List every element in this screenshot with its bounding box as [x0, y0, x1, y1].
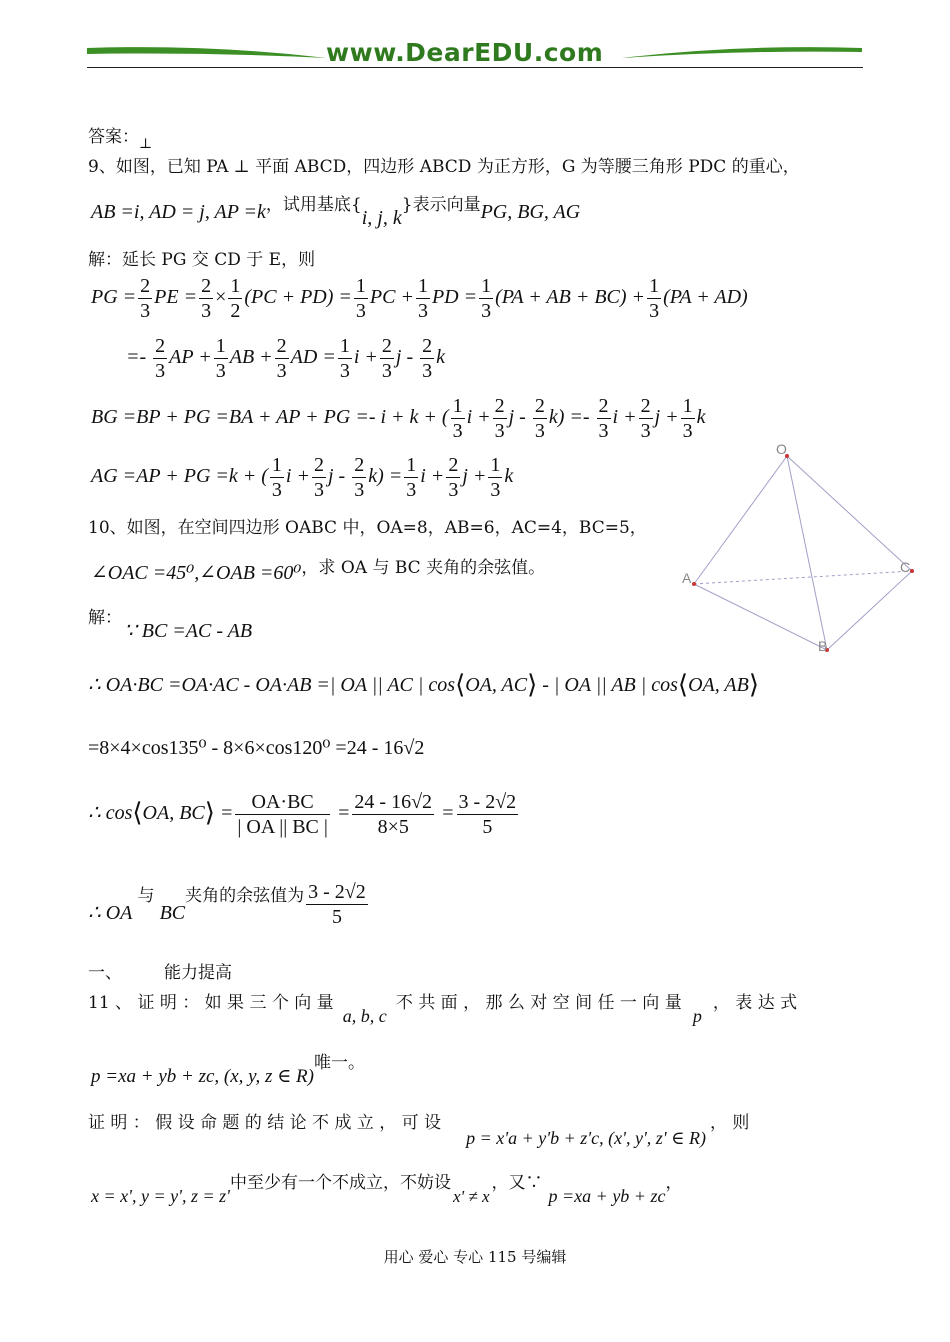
- q11-proof-text-e: ，: [665, 1173, 683, 1193]
- vertex-c-label: C: [900, 559, 911, 575]
- q9-condition: AB =i, AD = j, AP =k: [91, 201, 266, 223]
- q9-pg-equation: PG = $\frac{2}{3}$ PE = $\frac{2}{3}$ × $\frac{1}{2}$ (PC + PD) = $\frac{1}{3}$ PC + $\frac{1}{3}$ PD = $\frac{1}{3}$ (PA + AB + BC) + $\frac{1}{3}$ (PA + AD): [91, 275, 748, 322]
- q11-proof-line-1: [88, 1108, 863, 1149]
- q9-basis-text: ，试用基底{: [265, 195, 362, 215]
- q9-condition-line: [91, 190, 580, 230]
- q11-alt-expression: p = x'a + y'b + z'c, (x', y', z' ∈ R): [466, 1128, 706, 1148]
- q9-pg-result: =- $\frac{2}{3}$ AP + $\frac{1}{3}$ AB + $\frac{2}{3}$ AD = $\frac{1}{3}$ i + $\frac{2}{3}$ j - $\frac{2}{3}$ k: [126, 335, 445, 382]
- q11-text-b: 不 共 面 ， 那 么 对 空 间 任 一 向 量: [395, 993, 682, 1013]
- section-number: 一、: [88, 963, 122, 983]
- q11-inequality: x' ≠ x: [452, 1187, 490, 1206]
- q9-solution-intro: 解：延长 PG 交 CD 于 E，则: [88, 250, 316, 270]
- q11-expression-line: [91, 1048, 365, 1088]
- q10-step-4: ∴ cos⟨OA, BC⟩ = $\frac{OA\cdot BC}{| OA || BC |}$ = $\frac{24 - 16√2}{8\times 5}$ = $\frac{3 - 2√2}{5}$: [88, 791, 517, 838]
- q11-proof-text-a: 证 明 ： 假 设 命 题 的 结 论 不 成 立 ， 可 设: [88, 1113, 442, 1133]
- q10-result-denominator: 5: [331, 906, 342, 928]
- left-swoosh-icon: [87, 44, 327, 60]
- section-heading: [88, 958, 232, 983]
- q10-statement: 10、如图，在空间四边形 OABC 中，OA=8，AB=6，AC=4，BC=5，: [88, 518, 647, 538]
- q11-proof-text-c: 中至少有一个不成立，不妨设: [229, 1173, 451, 1193]
- q10-with: 与: [137, 886, 155, 906]
- right-swoosh-icon: [622, 44, 862, 60]
- q11-p: p: [692, 1006, 702, 1026]
- q9-vector-text: }表示向量: [401, 195, 481, 215]
- q10-conclusion: [88, 880, 370, 929]
- header-rule: [87, 67, 863, 68]
- q10-conclusion-text: 夹角的余弦值为: [185, 886, 305, 906]
- q11-vectors: a, b, c: [342, 1006, 387, 1026]
- q9-vectors: PG, BG, AG: [480, 201, 581, 223]
- q11-expression-2: p =xa + yb + zc: [548, 1186, 666, 1206]
- vertex-a-label: A: [682, 570, 692, 586]
- q10-solution-label: 解：: [88, 608, 122, 628]
- answer-line: [88, 122, 152, 152]
- q9-bg-equation: BG =BP + PG =BA + AP + PG =- i + k + ( $\frac{1}{3}$ i + $\frac{2}{3}$ j - $\frac{2}{3}$ k) =- $\frac{2}{3}$ i + $\frac{2}{3}$ j + $\frac{1}{3}$ k: [91, 395, 706, 442]
- q11-expression: p =xa + yb + zc, (x, y, z ∈ R): [91, 1066, 314, 1087]
- q10-angles-line: [91, 553, 545, 585]
- q9-statement: 9、如图，已知 PA ⊥ 平面 ABCD，四边形 ABCD 为正方形，G 为等腰三角形 PDC 的重心，: [88, 157, 800, 177]
- tetrahedron-figure: [676, 436, 926, 656]
- q10-angles: ∠OAC =45⁰,∠OAB =60⁰: [91, 562, 302, 584]
- q10-step-2: ∴ OA·BC =OA·AC - OA·AB =| OA || AC | cos⟨OA, AC⟩ - | OA || AB | cos⟨OA, AB⟩: [88, 670, 759, 699]
- vertex-b-label: B: [818, 638, 828, 654]
- q11-proof-line-2: [91, 1168, 682, 1207]
- page-footer: 用心 爱心 专心 115 号编辑: [383, 1248, 567, 1266]
- q11-equalities: x = x', y = y', z = z': [91, 1186, 230, 1206]
- q10-result-numerator: 3 - 2√2: [308, 881, 366, 903]
- q11-text-c: ， 表 达 式: [712, 993, 798, 1013]
- q9-basis: i, j, k: [361, 207, 402, 229]
- answer-value: ⊥: [139, 136, 153, 152]
- q11-proof-text-b: ， 则: [709, 1113, 750, 1133]
- q10-step-1: ∵ BC =AC - AB: [124, 620, 253, 642]
- q11-unique: 唯一。: [313, 1053, 365, 1073]
- vertex-o-label: O: [776, 441, 787, 457]
- q11-statement: [88, 988, 863, 1027]
- q9-ag-equation: AG =AP + PG =k + ( $\frac{1}{3}$ i + $\frac{2}{3}$ j - $\frac{2}{3}$ k) = $\frac{1}{3}$ i + $\frac{2}{3}$ j + $\frac{1}{3}$ k: [91, 454, 514, 501]
- q11-proof-text-d: ，又∵: [491, 1173, 543, 1193]
- q10-oa: ∴ OA: [88, 902, 133, 924]
- q10-bc: BC: [159, 902, 186, 924]
- site-logo: www.DearEDU.com: [326, 38, 604, 67]
- answer-label: 答案：: [88, 127, 139, 147]
- q11-text-a: 11 、 证 明 ： 如 果 三 个 向 量: [88, 993, 334, 1013]
- section-title: 能力提高: [164, 963, 232, 983]
- q10-step-3: =8×4×cos135⁰ - 8×6×cos120⁰ =24 - 16√2: [88, 737, 425, 759]
- q10-question: ，求 OA 与 BC 夹角的余弦值。: [301, 558, 546, 578]
